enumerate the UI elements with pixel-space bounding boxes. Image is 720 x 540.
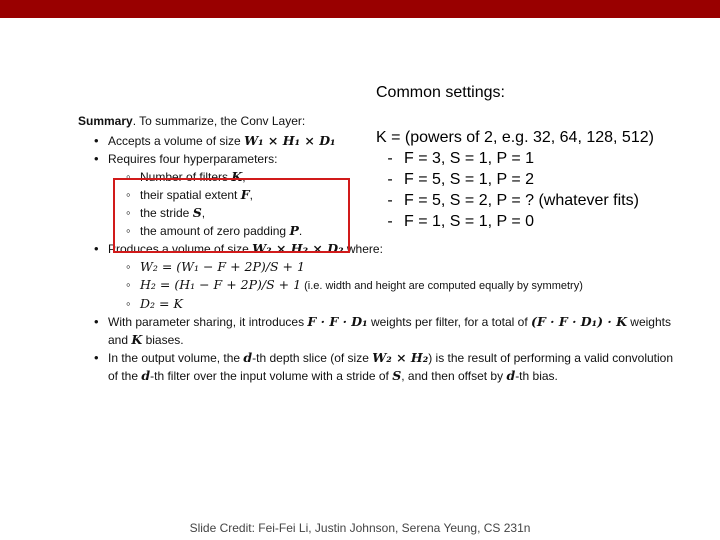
item-text: Accepts a volume of size — [108, 134, 245, 148]
item-text: the stride — [140, 206, 193, 220]
list-item — [78, 349, 678, 385]
item-text: the amount of zero padding — [140, 224, 290, 238]
item-text: weights per filter, for a total of — [367, 315, 532, 329]
math-expression: d — [243, 350, 253, 365]
item-text: weights — [626, 315, 671, 329]
hyperparameter-highlight-box — [113, 178, 350, 253]
item-text: ) is the result of performing a valid convolution — [428, 351, 674, 365]
item-suffix: . — [298, 224, 303, 238]
item-text: biases. — [142, 333, 184, 347]
slide-credit: Slide Credit: Fei-Fei Li, Justin Johnson, Serena Yeung, CS 231n — [189, 521, 531, 535]
list-item — [78, 313, 678, 349]
item-text: -th filter over the input volume with a stride of — [150, 369, 393, 383]
settings-title: Common settings: — [376, 84, 505, 101]
summary-heading — [78, 112, 678, 130]
row-dash: - — [387, 150, 393, 167]
item-text: of the — [108, 369, 142, 383]
settings-k-line: K = (powers of 2, e.g. 32, 64, 128, 512) — [376, 129, 654, 146]
math-equation: H₂ = (H₁ − F + 2P)/S + 1 — [140, 277, 302, 292]
row-text: F = 3, S = 1, P = 1 — [404, 150, 535, 167]
math-expression: (F · F · D₁) · K — [531, 314, 627, 329]
math-equation: W₂ = (W₁ − F + 2P)/S + 1 — [140, 259, 305, 274]
item-text: -th depth slice (of size — [252, 351, 373, 365]
math-expression: K — [131, 332, 143, 347]
row-text: F = 1, S = 1, P = 0 — [404, 213, 535, 230]
math-expression: P — [289, 223, 299, 238]
sub-list-item — [78, 276, 678, 295]
math-expression: F — [240, 187, 250, 202]
row-dash: - — [387, 213, 393, 230]
item-text: and — [108, 333, 132, 347]
list-item — [78, 132, 678, 150]
sub-list-item — [78, 295, 678, 313]
item-suffix: , — [201, 206, 206, 220]
sub-list-item — [78, 258, 678, 276]
item-suffix: , — [242, 170, 246, 184]
math-expression: S — [192, 205, 202, 220]
math-expression: S — [392, 368, 402, 383]
item-text: where: — [343, 242, 383, 256]
summary-list — [78, 132, 678, 385]
item-text: Produces a volume of size — [108, 242, 253, 256]
math-expression: W₂ × H₂ × D₂ — [252, 241, 344, 256]
item-suffix: , — [249, 188, 253, 202]
math-expression: K — [231, 169, 243, 184]
math-expression: d — [141, 368, 151, 383]
row-text: F = 5, S = 1, P = 2 — [404, 171, 535, 188]
item-text: With parameter sharing, it introduces — [108, 315, 308, 329]
item-text: their spatial extent — [140, 188, 241, 202]
row-dash: - — [387, 171, 393, 188]
header-bar — [0, 0, 720, 18]
math-expression: W₂ × H₂ — [372, 350, 429, 365]
math-expression: d — [506, 368, 516, 383]
list-item — [78, 150, 678, 168]
math-expression: W₁ × H₁ × D₁ — [244, 133, 336, 148]
item-text: Requires four hyperparameters: — [108, 152, 278, 166]
summary-heading-bold: Summary — [78, 114, 133, 128]
summary-heading-rest: . To summarize, the Conv Layer: — [132, 114, 306, 128]
item-text: -th bias. — [515, 369, 558, 383]
item-text: Number of filters — [140, 170, 232, 184]
row-text: F = 5, S = 2, P = ? (whatever fits) — [404, 192, 639, 209]
item-text: , and then offset by — [401, 369, 507, 383]
equation-note: (i.e. width and height are computed equally by symmetry) — [301, 280, 583, 292]
item-text: In the output volume, the — [108, 351, 244, 365]
math-equation: D₂ = K — [140, 296, 183, 311]
math-expression: F · F · D₁ — [307, 314, 368, 329]
row-dash: - — [387, 192, 393, 209]
